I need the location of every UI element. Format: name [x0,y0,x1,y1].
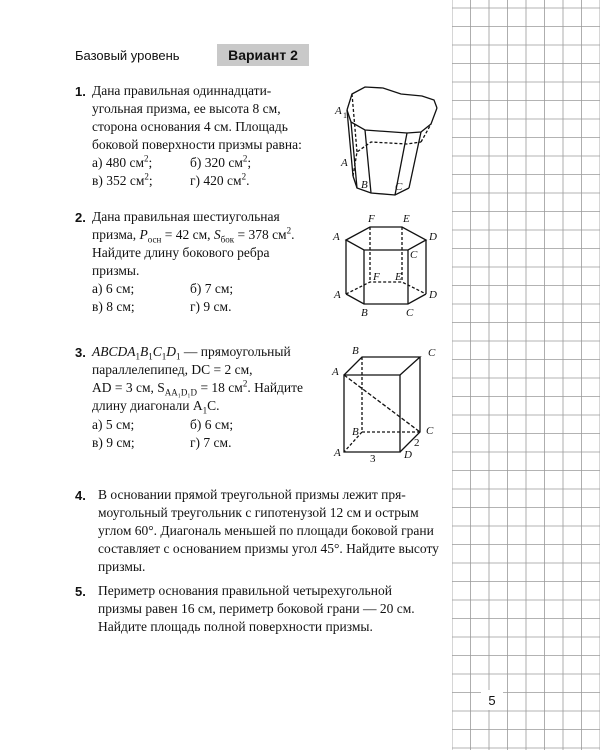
problem-4-text: В основании прямой треугольной призмы лежит пря- моугольный треугольник с гипотенузой 12 см и острым углом 60°. Диагональ меньшей по площади боковой грани составляет с основанием призмы угол 45°. Найдите высоту призмы. [98,487,439,574]
svg-text:A: A [334,289,341,301]
problem-3-number: 3. [75,345,86,360]
vertex-A: A [341,157,348,169]
svg-text:B: B [361,307,368,319]
problem-3-text: $ABCDA_1B_1C_1D_1$ — прямоугольный параллелепипед, DC = 2 см, AD = 3 см, $S_{AA_1D_1D} = 18$ $см^2$. Найдите длину диагонали $A_1C$. [92,344,304,416]
svg-text:E: E [395,271,402,283]
svg-text:E: E [403,213,410,225]
svg-text:C: C [426,425,434,437]
vertex-C: C [395,181,403,193]
vertex-B: B [361,179,368,191]
svg-text:C: C [428,347,436,359]
problem-5-number: 5. [75,584,86,599]
problem-2-options: а) 6 см; б) 7 см; в) 8 см; г) 9 см. [92,281,234,314]
svg-text:D: D [429,289,437,301]
problem-4-number: 4. [75,488,86,503]
svg-text:C: C [406,307,414,319]
svg-text:B: B [352,345,359,357]
problem-2-text: Дана правильная шестиугольная призма, $P_{осн} = 42$ см, $S_{бок} = 378$ $см^2$. Найдите длину бокового ребра призмы. [92,209,295,278]
svg-text:D: D [429,231,437,243]
figure-hexagonal-prism [330,212,450,320]
svg-text:F: F [373,271,380,283]
svg-text:F: F [368,213,375,225]
vertex-A1: A [335,105,342,117]
difficulty-level: Базовый уровень [75,48,180,63]
svg-text:D: D [404,449,412,461]
variant-label: Вариант 2 [217,44,309,66]
svg-text:1: 1 [343,111,347,120]
figure-11gonal-prism [325,78,450,196]
problem-3-options: а) 5 см; б) 6 см; в) 9 см; г) 7 см. [92,417,234,450]
problem-1-text: Дана правильная одиннадцати- угольная призма, ее высота 8 см, сторона основания 4 см. Площадь боковой поверхности призмы равна: [92,83,302,152]
problem-2-number: 2. [75,210,86,225]
problem-1-options: а) 480 $см^2$; б) 320 $см^2$; в) 352 $см^2$; г) 420 $см^2$. [92,153,252,188]
figure-cuboid [330,342,448,464]
svg-text:C: C [410,249,418,261]
problem-5-text: Периметр основания правильной четырехугольной призмы равен 16 см, периметр боковой грани — 20 см. Найдите площадь полной поверхности призмы. [98,583,415,634]
problem-1-number: 1. [75,84,86,99]
svg-text:B: B [352,426,359,438]
svg-text:A: A [333,231,340,243]
page-number: 5 [481,690,503,710]
graph-paper-margin [452,0,600,750]
svg-text:A: A [334,447,341,459]
svg-text:2: 2 [414,437,420,449]
svg-text:3: 3 [370,453,376,464]
svg-text:A: A [332,366,339,378]
